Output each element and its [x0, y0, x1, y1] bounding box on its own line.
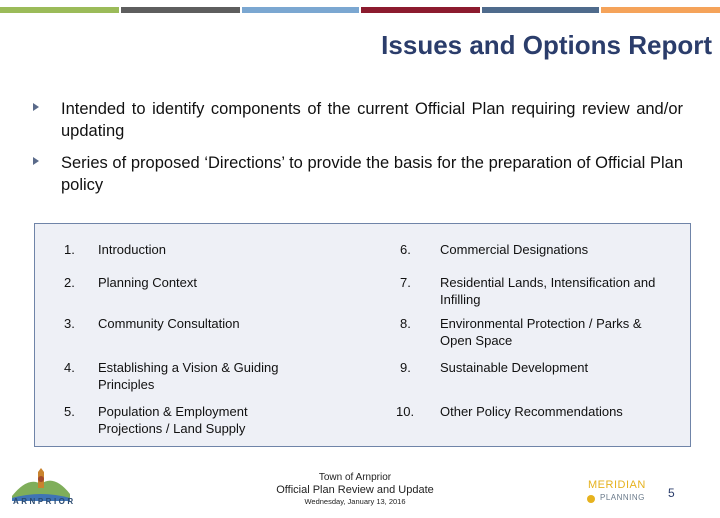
footer-organization: Town of Arnprior	[318, 472, 392, 483]
contents-number: 9.	[400, 360, 411, 375]
top-bar-1	[0, 7, 119, 13]
top-bar-5	[482, 7, 599, 13]
contents-number: 2.	[64, 275, 75, 290]
arnprior-logo-text: ARNPRIOR	[13, 497, 76, 506]
contents-item: Community Consultation	[98, 316, 240, 331]
contents-box	[34, 223, 691, 447]
top-bar-6	[601, 7, 720, 13]
planning-logo-text: PLANNING	[600, 493, 645, 502]
top-bar-2	[121, 7, 240, 13]
contents-item: Sustainable Development	[440, 360, 589, 375]
top-bar-3	[242, 7, 359, 13]
contents-item: Introduction	[98, 242, 166, 257]
contents-item: Environmental Protection / Parks & Open Space	[440, 316, 642, 348]
footer-date: Wednesday, January 13, 2016	[304, 497, 406, 506]
bullet-text: Series of proposed ‘Directions’ to provide the basis for the preparation of Official Plan policy	[61, 154, 683, 194]
bullet-text: Intended to identify components of the current Official Plan requiring review and/or updating	[61, 100, 683, 140]
footer-project-title: Official Plan Review and Update	[276, 484, 434, 496]
contents-number: 1.	[64, 242, 75, 257]
contents-number: 10.	[396, 404, 415, 419]
bullet-arrow-icon	[33, 103, 39, 111]
page-number: 5	[668, 486, 675, 500]
meridian-logo-text: MERIDIAN	[588, 479, 646, 491]
contents-number: 6.	[400, 242, 411, 257]
slide-title: Issues and Options Report	[381, 30, 712, 60]
contents-number: 5.	[64, 404, 75, 419]
contents-number: 4.	[64, 360, 75, 375]
contents-item: Population & Employment Projections / Land Supply	[98, 404, 248, 436]
bullet-arrow-icon	[33, 157, 39, 165]
top-bar-4	[361, 7, 480, 13]
contents-item: Residential Lands, Intensification and Infilling	[440, 275, 656, 307]
bullet-item	[33, 152, 683, 196]
contents-number: 7.	[400, 275, 411, 290]
contents-item: Commercial Designations	[440, 242, 589, 257]
bullet-item	[33, 98, 683, 142]
contents-number: 8.	[400, 316, 411, 331]
contents-item: Planning Context	[98, 275, 198, 290]
contents-item: Establishing a Vision & Guiding Principles	[98, 360, 279, 392]
contents-number: 3.	[64, 316, 75, 331]
contents-item: Other Policy Recommendations	[440, 404, 623, 419]
